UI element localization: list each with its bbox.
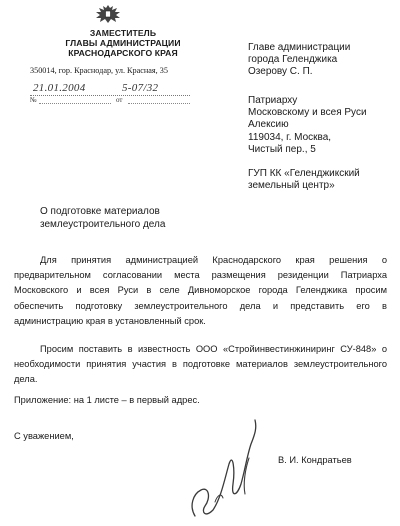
letterhead-title-line: ГЛАВЫ АДМИНИСТРАЦИИ	[65, 38, 181, 48]
reference-from-label: от	[116, 96, 123, 104]
handwritten-number: 5-07/32	[122, 82, 159, 94]
recipient-line: ГУП КК «Геленджикский	[248, 168, 360, 179]
recipient-line: Московскому и всея Руси	[248, 107, 367, 119]
reference-block	[30, 82, 200, 106]
recipient-line: земельный центр»	[248, 180, 335, 192]
recipient-line: Патриарху	[248, 95, 298, 106]
closing-phrase: С уважением,	[14, 431, 74, 441]
recipient-block	[248, 95, 367, 156]
recipient-line: Озерову С. П.	[248, 66, 313, 78]
recipient-line: 119034, г. Москва,	[248, 131, 332, 143]
subject-line: О подготовке материалов	[40, 206, 160, 217]
recipient-line: Чистый пер., 5	[248, 143, 316, 155]
recipient-line: Главе администрации	[248, 42, 351, 53]
recipient-block	[248, 168, 360, 192]
reference-number-prefix: №	[30, 96, 37, 104]
letterhead-title-line: КРАСНОДАРСКОГО КРАЯ	[68, 48, 178, 58]
coat-of-arms-emblem	[93, 3, 123, 25]
recipient-line: Алексию	[248, 119, 289, 131]
body-paragraph: Просим поставить в известность ООО «Стройинвестинжиниринг СУ-848» о необходимости принятия участия в подготовке материалов землеустроительного дела.	[14, 344, 387, 385]
body-paragraph: Для принятия администрацией Краснодарского края решения о предварительном согласовании места размещения резиденции Патриарха Московского и всея Руси в селе Дивноморское города Геленджика просим обеспечить подготовку землеустроительного дела и представить его в администрацию края в установленный срок.	[14, 255, 387, 326]
reference-dots	[39, 103, 111, 104]
letterhead-title-line: ЗАМЕСТИТЕЛЬ	[89, 28, 157, 38]
handwritten-date: 21.01.2004	[33, 82, 86, 94]
recipient-line: города Геленджика	[248, 54, 338, 66]
reference-underline	[30, 95, 190, 96]
handwritten-signature	[175, 398, 285, 523]
subject-line: землеустроительного дела	[40, 218, 166, 230]
reference-dots	[128, 103, 190, 104]
recipient-block	[248, 42, 350, 79]
letterhead-address: 350014, гор. Краснодар, ул. Красная, 35	[30, 66, 168, 75]
letterhead-title	[28, 28, 218, 58]
signer-name: В. И. Кондратьев	[278, 455, 352, 465]
letter-subject	[40, 206, 165, 231]
attachment-note: Приложение: на 1 листе – в первый адрес.	[14, 395, 200, 405]
